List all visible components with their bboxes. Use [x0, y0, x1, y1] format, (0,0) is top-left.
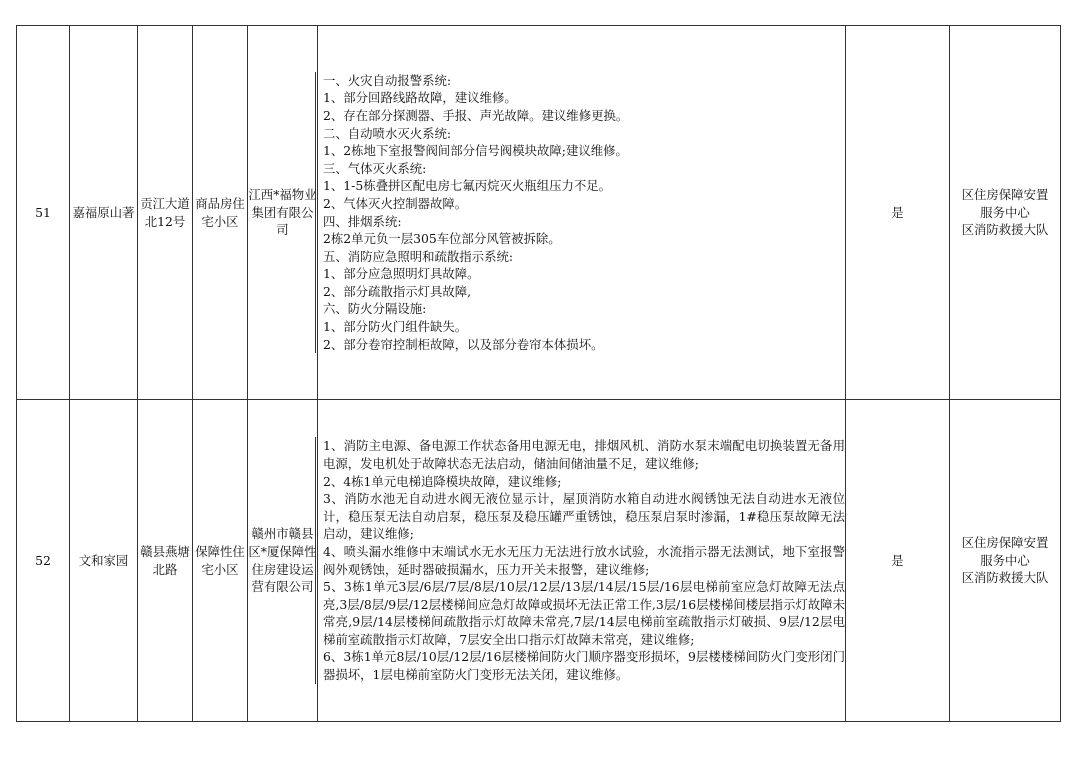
responsible-departments: [950, 400, 1061, 722]
row-number: 51: [17, 26, 70, 400]
issue-line: 2栋2单元负一层305车位部分风管被拆除。: [323, 231, 561, 247]
issue-line: 1、部分应急照明灯具故障。: [323, 266, 480, 282]
responsible-departments: [950, 26, 1061, 400]
issue-line: 2、存在部分探测器、手报、声光故障。建议维修更换。: [323, 107, 629, 123]
issue-line: 3、消防水池无自动进水阀无液位显示计，屋顶消防水箱自动进水阀锈蚀无法自动进水无液位计，稳压泵无法自动启泵，稳压泵及稳压罐严重锈蚀，稳压泵启泵时渗漏，1#稳压泵故障无法启动，建议维修;: [323, 491, 845, 542]
issue-line: 三、气体灭火系统:: [323, 160, 427, 176]
issue-line: 六、防火分隔设施:: [323, 301, 427, 317]
issue-line: 1、2栋地下室报警阀间部分信号阀模块故障;建议维修。: [323, 143, 628, 159]
issue-line: 1、部分回路线路故障，建议维修。: [323, 90, 517, 106]
issue-line: 6、3栋1单元8层/10层/12层/16层楼梯间防火门顺序器变形损坏，9层楼楼梯间防火门变形闭门器损坏，1层电梯前室防火门变形无法关闭，建议维修。: [323, 649, 845, 683]
community-name: 文和家园: [70, 400, 138, 722]
community-address: 赣县燕塘北路: [138, 400, 193, 722]
table-row: [17, 26, 1061, 400]
department-line: 区住房保障安置: [961, 187, 1049, 203]
issue-line: 五、消防应急照明和疏散指示系统:: [323, 248, 514, 264]
flag-value: 是: [846, 400, 950, 722]
issue-line: 二、自动喷水灭火系统:: [323, 125, 452, 141]
issue-line: 2、部分卷帘控制柜故障，以及部分卷帘本体损坏。: [323, 336, 604, 352]
issue-line: 4、喷头漏水维修中末端试水无水无压力无法进行放水试验，水流指示器无法测试，地下室报警阀外观锈蚀，延时器破损漏水，压力开关未报警，建议维修;: [323, 543, 845, 577]
department-line: 区住房保障安置: [961, 535, 1049, 551]
management-company: 江西*福物业集团有限公司: [248, 26, 318, 400]
department-line: 服务中心: [980, 552, 1030, 568]
issue-line: 四、排烟系统:: [323, 213, 402, 229]
community-address: 贡江大道北12号: [138, 26, 193, 400]
community-name: 嘉福原山著: [70, 26, 138, 400]
issue-line: 1、部分防火门组件缺失。: [323, 319, 468, 335]
department-line: 服务中心: [980, 204, 1030, 220]
department-line: 区消防救援大队: [961, 222, 1049, 238]
table-row: [17, 400, 1061, 722]
issue-list: [318, 400, 846, 722]
issue-line: 2、4栋1单元电梯追降模块故障，建议维修;: [323, 473, 562, 489]
issue-line: 1、消防主电源、备电源工作状态备用电源无电，排烟风机、消防水泵末端配电切换装置无备用电源，发电机处于故障状态无法启动，储油间储油量不足，建议维修;: [323, 438, 845, 471]
issue-line: 5、3栋1单元3层/6层/7层/8层/10层/12层/13层/14层/15层/16层电梯前室应急灯故障无法点亮,3层/8层/9层/12层楼梯间应急灯故障或损坏无法正常工作,3层/16层楼梯间楼层指示灯故障未常亮,9层/14层楼梯间疏散指示灯故障未常亮,7层/14层电梯前室疏散指示灯破损、9层/12层电梯前室疏散指示灯故障，7层安全出口指示灯故障未常亮，建议维修;: [323, 579, 845, 647]
department-line: 区消防救援大队: [961, 570, 1049, 586]
issue-line: 1、1-5栋叠拼区配电房七氟丙烷灭火瓶组压力不足。: [323, 178, 612, 194]
issue-line: 一、火灾自动报警系统:: [323, 72, 452, 88]
management-company: 赣州市赣县区*厦保障性住房建设运营有限公司: [248, 400, 318, 722]
row-number: 52: [17, 400, 70, 722]
issue-list: [318, 26, 846, 400]
community-type: 保障性住宅小区: [193, 400, 248, 722]
issue-line: 2、部分疏散指示灯具故障,: [323, 283, 472, 299]
rectification-table: [16, 25, 1061, 722]
community-type: 商品房住宅小区: [193, 26, 248, 400]
flag-value: 是: [846, 26, 950, 400]
issue-line: 2、气体灭火控制器故障。: [323, 195, 468, 211]
